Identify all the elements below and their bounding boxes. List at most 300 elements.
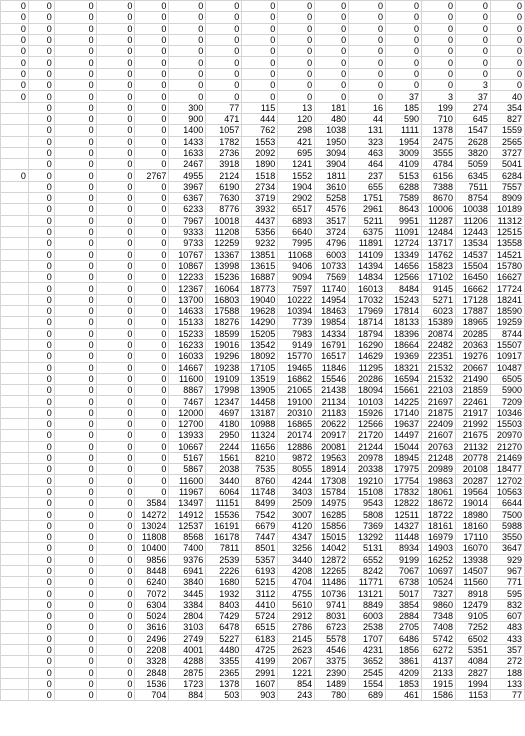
sheet-cell[interactable]: 15233 (169, 328, 206, 339)
sheet-cell[interactable]: 17969 (349, 306, 386, 317)
sheet-cell[interactable]: 0 (54, 441, 96, 452)
sheet-cell[interactable]: 11846 (315, 362, 349, 373)
sheet-cell[interactable]: 0 (135, 272, 169, 283)
sheet-cell[interactable]: 21490 (455, 373, 490, 384)
sheet-cell[interactable]: 10733 (315, 260, 349, 271)
sheet-cell[interactable]: 0 (315, 23, 349, 34)
sheet-cell[interactable]: 0 (54, 373, 96, 384)
sheet-cell[interactable]: 0 (54, 272, 96, 283)
sheet-cell[interactable] (1, 633, 29, 644)
sheet-cell[interactable]: 2902 (278, 193, 315, 204)
sheet-cell[interactable]: 0 (490, 57, 524, 68)
sheet-cell[interactable]: 0 (28, 373, 54, 384)
sheet-cell[interactable]: 2496 (135, 633, 169, 644)
sheet-cell[interactable]: 5167 (169, 452, 206, 463)
sheet-cell[interactable]: 13905 (242, 385, 278, 396)
sheet-cell[interactable]: 2623 (278, 644, 315, 655)
sheet-cell[interactable]: 1221 (278, 667, 315, 678)
sheet-cell[interactable]: 17102 (422, 272, 456, 283)
sheet-cell[interactable]: 0 (349, 46, 386, 57)
sheet-cell[interactable]: 8484 (386, 283, 422, 294)
sheet-cell[interactable] (1, 430, 29, 441)
sheet-cell[interactable]: 1932 (206, 588, 242, 599)
sheet-cell[interactable]: 20667 (455, 362, 490, 373)
sheet-cell[interactable]: 0 (278, 34, 315, 45)
sheet-cell[interactable]: 0 (490, 12, 524, 23)
sheet-cell[interactable]: 884 (169, 690, 206, 701)
sheet-cell[interactable]: 0 (135, 113, 169, 124)
sheet-cell[interactable]: 8055 (278, 464, 315, 475)
sheet-cell[interactable]: 6679 (242, 520, 278, 531)
sheet-cell[interactable]: 19210 (349, 475, 386, 486)
sheet-cell[interactable]: 3403 (278, 486, 315, 497)
sheet-cell[interactable]: 0 (135, 351, 169, 362)
sheet-cell[interactable]: 0 (96, 520, 135, 531)
sheet-cell[interactable]: 6288 (386, 181, 422, 192)
sheet-cell[interactable] (1, 351, 29, 362)
sheet-cell[interactable]: 0 (135, 362, 169, 373)
sheet-cell[interactable]: 4084 (455, 656, 490, 667)
sheet-cell[interactable]: 21065 (278, 385, 315, 396)
sheet-cell[interactable]: 3854 (386, 599, 422, 610)
sheet-cell[interactable]: 2539 (206, 554, 242, 565)
sheet-cell[interactable]: 1559 (490, 125, 524, 136)
sheet-cell[interactable]: 0 (54, 396, 96, 407)
sheet-cell[interactable]: 0 (206, 46, 242, 57)
sheet-cell[interactable]: 0 (206, 91, 242, 102)
sheet-cell[interactable]: 0 (1, 23, 29, 34)
sheet-cell[interactable]: 0 (28, 159, 54, 170)
sheet-cell[interactable]: 11560 (455, 577, 490, 588)
sheet-cell[interactable]: 0 (422, 80, 456, 91)
sheet-cell[interactable]: 0 (96, 452, 135, 463)
sheet-cell[interactable]: 20286 (349, 373, 386, 384)
sheet-cell[interactable]: 0 (422, 46, 456, 57)
sheet-cell[interactable]: 14225 (386, 396, 422, 407)
sheet-cell[interactable]: 11600 (169, 475, 206, 486)
sheet-cell[interactable]: 8403 (206, 599, 242, 610)
sheet-cell[interactable]: 15784 (315, 486, 349, 497)
sheet-cell[interactable]: 8934 (386, 543, 422, 554)
sheet-cell[interactable]: 0 (490, 23, 524, 34)
sheet-cell[interactable]: 0 (135, 80, 169, 91)
sheet-cell[interactable]: 19259 (490, 317, 524, 328)
sheet-cell[interactable]: 20978 (349, 452, 386, 463)
sheet-cell[interactable]: 0 (96, 531, 135, 542)
sheet-cell[interactable]: 2736 (206, 147, 242, 158)
sheet-cell[interactable]: 0 (135, 407, 169, 418)
sheet-cell[interactable]: 0 (349, 1, 386, 12)
sheet-cell[interactable]: 7500 (490, 509, 524, 520)
sheet-cell[interactable]: 2092 (242, 147, 278, 158)
sheet-cell[interactable]: 595 (490, 588, 524, 599)
sheet-cell[interactable]: 16791 (315, 339, 349, 350)
sheet-cell[interactable]: 16013 (349, 283, 386, 294)
sheet-cell[interactable]: 0 (96, 306, 135, 317)
sheet-cell[interactable]: 1433 (169, 136, 206, 147)
sheet-cell[interactable]: 0 (96, 622, 135, 633)
sheet-cell[interactable]: 14656 (386, 260, 422, 271)
sheet-cell[interactable]: 0 (54, 204, 96, 215)
sheet-cell[interactable] (1, 283, 29, 294)
sheet-cell[interactable]: 7327 (422, 588, 456, 599)
sheet-cell[interactable]: 16064 (206, 283, 242, 294)
sheet-cell[interactable]: 2208 (135, 644, 169, 655)
sheet-cell[interactable]: 0 (54, 452, 96, 463)
sheet-cell[interactable]: 6304 (135, 599, 169, 610)
sheet-cell[interactable]: 21244 (349, 441, 386, 452)
sheet-cell[interactable]: 20285 (455, 328, 490, 339)
sheet-cell[interactable]: 21697 (422, 396, 456, 407)
sheet-cell[interactable]: 15770 (278, 351, 315, 362)
sheet-cell[interactable] (1, 418, 29, 429)
sheet-cell[interactable]: 0 (206, 1, 242, 12)
sheet-cell[interactable]: 13 (278, 102, 315, 113)
sheet-cell[interactable]: 19637 (386, 418, 422, 429)
sheet-cell[interactable]: 0 (28, 656, 54, 667)
sheet-cell[interactable]: 10667 (169, 441, 206, 452)
sheet-cell[interactable]: 2991 (242, 667, 278, 678)
sheet-cell[interactable]: 0 (96, 238, 135, 249)
sheet-cell[interactable]: 8210 (242, 452, 278, 463)
sheet-cell[interactable]: 20763 (422, 441, 456, 452)
sheet-cell[interactable]: 0 (96, 418, 135, 429)
sheet-cell[interactable]: 0 (135, 1, 169, 12)
sheet-cell[interactable]: 8744 (490, 328, 524, 339)
sheet-cell[interactable]: 4244 (278, 475, 315, 486)
sheet-cell[interactable]: 0 (169, 34, 206, 45)
sheet-cell[interactable]: 0 (54, 238, 96, 249)
sheet-cell[interactable]: 15661 (386, 385, 422, 396)
sheet-cell[interactable]: 0 (135, 452, 169, 463)
sheet-cell[interactable]: 0 (242, 80, 278, 91)
sheet-cell[interactable]: 4546 (315, 644, 349, 655)
sheet-cell[interactable]: 10524 (422, 577, 456, 588)
sheet-cell[interactable]: 0 (349, 57, 386, 68)
sheet-cell[interactable]: 19369 (386, 351, 422, 362)
sheet-cell[interactable]: 0 (54, 577, 96, 588)
sheet-cell[interactable]: 15044 (386, 441, 422, 452)
sheet-cell[interactable]: 0 (135, 91, 169, 102)
sheet-cell[interactable]: 7542 (242, 509, 278, 520)
sheet-cell[interactable]: 3610 (315, 181, 349, 192)
sheet-cell[interactable]: 4180 (206, 418, 242, 429)
sheet-cell[interactable]: 0 (1, 57, 29, 68)
sheet-cell[interactable]: 5258 (315, 193, 349, 204)
sheet-cell[interactable]: 607 (490, 611, 524, 622)
sheet-cell[interactable]: 1856 (386, 644, 422, 655)
sheet-cell[interactable]: 11312 (490, 215, 524, 226)
sheet-cell[interactable]: 0 (28, 193, 54, 204)
sheet-cell[interactable]: 6003 (349, 611, 386, 622)
sheet-cell[interactable]: 0 (54, 407, 96, 418)
sheet-cell[interactable]: 18161 (422, 520, 456, 531)
sheet-cell[interactable]: 7630 (206, 193, 242, 204)
sheet-cell[interactable]: 4199 (242, 656, 278, 667)
sheet-cell[interactable]: 12566 (386, 272, 422, 283)
sheet-cell[interactable]: 19854 (315, 317, 349, 328)
sheet-cell[interactable]: 0 (490, 1, 524, 12)
sheet-cell[interactable]: 16252 (422, 554, 456, 565)
sheet-cell[interactable]: 0 (28, 1, 54, 12)
sheet-cell[interactable]: 3967 (169, 181, 206, 192)
sheet-cell[interactable]: 0 (169, 91, 206, 102)
sheet-cell[interactable]: 0 (242, 46, 278, 57)
sheet-cell[interactable]: 0 (455, 12, 490, 23)
sheet-cell[interactable]: 2467 (169, 159, 206, 170)
sheet-cell[interactable]: 0 (135, 68, 169, 79)
sheet-cell[interactable]: 12443 (455, 226, 490, 237)
sheet-cell[interactable]: 7209 (490, 396, 524, 407)
sheet-cell[interactable]: 0 (96, 656, 135, 667)
sheet-cell[interactable]: 18321 (386, 362, 422, 373)
sheet-cell[interactable]: 0 (28, 667, 54, 678)
sheet-cell[interactable]: 15389 (422, 317, 456, 328)
sheet-cell[interactable]: 12886 (278, 441, 315, 452)
sheet-cell[interactable]: 12724 (386, 238, 422, 249)
sheet-cell[interactable]: 8849 (349, 599, 386, 610)
sheet-cell[interactable]: 0 (54, 249, 96, 260)
sheet-cell[interactable]: 18463 (315, 306, 349, 317)
sheet-cell[interactable]: 2067 (278, 656, 315, 667)
sheet-cell[interactable] (1, 690, 29, 701)
sheet-cell[interactable]: 0 (96, 498, 135, 509)
sheet-cell[interactable]: 0 (1, 34, 29, 45)
sheet-cell[interactable]: 0 (28, 294, 54, 305)
sheet-cell[interactable]: 0 (28, 260, 54, 271)
sheet-cell[interactable]: 0 (54, 159, 96, 170)
sheet-cell[interactable]: 0 (28, 125, 54, 136)
sheet-cell[interactable]: 1518 (242, 170, 278, 181)
sheet-cell[interactable]: 0 (455, 57, 490, 68)
sheet-cell[interactable]: 2875 (169, 667, 206, 678)
sheet-cell[interactable]: 4109 (386, 159, 422, 170)
sheet-cell[interactable]: 0 (28, 283, 54, 294)
sheet-cell[interactable]: 0 (28, 498, 54, 509)
sheet-cell[interactable]: 0 (349, 23, 386, 34)
sheet-cell[interactable]: 4725 (242, 644, 278, 655)
sheet-cell[interactable]: 0 (54, 226, 96, 237)
sheet-cell[interactable]: 6644 (490, 498, 524, 509)
sheet-cell[interactable]: 6738 (386, 577, 422, 588)
sheet-cell[interactable]: 1400 (169, 125, 206, 136)
sheet-cell[interactable]: 0 (28, 136, 54, 147)
sheet-cell[interactable]: 7589 (386, 193, 422, 204)
sheet-cell[interactable]: 37 (386, 91, 422, 102)
sheet-cell[interactable]: 188 (490, 667, 524, 678)
sheet-cell[interactable]: 9105 (455, 611, 490, 622)
sheet-cell[interactable]: 237 (349, 170, 386, 181)
sheet-cell[interactable]: 0 (96, 554, 135, 565)
sheet-cell[interactable]: 1489 (315, 678, 349, 689)
sheet-cell[interactable]: 0 (54, 611, 96, 622)
sheet-cell[interactable]: 0 (28, 509, 54, 520)
sheet-cell[interactable]: 7597 (278, 283, 315, 294)
sheet-cell[interactable]: 0 (96, 509, 135, 520)
sheet-cell[interactable]: 7467 (169, 396, 206, 407)
sheet-cell[interactable]: 0 (315, 1, 349, 12)
sheet-cell[interactable]: 21469 (490, 452, 524, 463)
sheet-cell[interactable]: 463 (349, 147, 386, 158)
sheet-cell[interactable]: 20622 (315, 418, 349, 429)
sheet-cell[interactable]: 0 (54, 520, 96, 531)
sheet-cell[interactable]: 1586 (422, 690, 456, 701)
sheet-cell[interactable] (1, 125, 29, 136)
sheet-cell[interactable]: 0 (135, 102, 169, 113)
sheet-cell[interactable]: 2705 (386, 622, 422, 633)
sheet-cell[interactable]: 0 (54, 667, 96, 678)
sheet-cell[interactable]: 0 (28, 57, 54, 68)
sheet-cell[interactable]: 10018 (206, 215, 242, 226)
sheet-cell[interactable]: 6284 (490, 170, 524, 181)
sheet-cell[interactable]: 0 (28, 215, 54, 226)
sheet-cell[interactable]: 433 (490, 633, 524, 644)
sheet-cell[interactable]: 5742 (422, 633, 456, 644)
sheet-cell[interactable]: 0 (54, 599, 96, 610)
sheet-cell[interactable]: 0 (386, 1, 422, 12)
sheet-cell[interactable]: 0 (54, 543, 96, 554)
sheet-cell[interactable]: 0 (96, 283, 135, 294)
sheet-cell[interactable]: 2565 (490, 136, 524, 147)
sheet-cell[interactable]: 0 (315, 34, 349, 45)
sheet-cell[interactable]: 6345 (455, 170, 490, 181)
sheet-cell[interactable]: 1904 (278, 181, 315, 192)
sheet-cell[interactable]: 21532 (422, 373, 456, 384)
sheet-cell[interactable]: 6502 (455, 633, 490, 644)
sheet-cell[interactable]: 0 (28, 644, 54, 655)
sheet-cell[interactable] (1, 599, 29, 610)
sheet-cell[interactable]: 21607 (422, 430, 456, 441)
sheet-cell[interactable]: 655 (349, 181, 386, 192)
sheet-cell[interactable]: 2509 (278, 498, 315, 509)
sheet-cell[interactable]: 77 (490, 690, 524, 701)
sheet-cell[interactable]: 0 (242, 1, 278, 12)
sheet-cell[interactable]: 6003 (315, 249, 349, 260)
sheet-cell[interactable] (1, 260, 29, 271)
sheet-cell[interactable]: 0 (54, 633, 96, 644)
sheet-cell[interactable]: 1782 (206, 136, 242, 147)
sheet-cell[interactable]: 6240 (135, 577, 169, 588)
sheet-cell[interactable]: 18914 (315, 464, 349, 475)
sheet-cell[interactable]: 12511 (386, 509, 422, 520)
sheet-cell[interactable]: 0 (96, 486, 135, 497)
sheet-cell[interactable]: 2475 (422, 136, 456, 147)
sheet-cell[interactable]: 1153 (455, 690, 490, 701)
sheet-cell[interactable]: 16233 (169, 339, 206, 350)
sheet-cell[interactable]: 0 (54, 554, 96, 565)
sheet-cell[interactable]: 1561 (206, 452, 242, 463)
sheet-cell[interactable]: 2226 (206, 565, 242, 576)
sheet-cell[interactable]: 0 (96, 690, 135, 701)
sheet-cell[interactable]: 0 (96, 272, 135, 283)
sheet-cell[interactable]: 9741 (315, 599, 349, 610)
sheet-cell[interactable]: 0 (135, 260, 169, 271)
sheet-cell[interactable]: 0 (96, 543, 135, 554)
sheet-cell[interactable]: 3384 (169, 599, 206, 610)
sheet-cell[interactable]: 0 (206, 12, 242, 23)
sheet-cell[interactable]: 7400 (169, 543, 206, 554)
sheet-cell[interactable]: 1536 (135, 678, 169, 689)
sheet-cell[interactable]: 19016 (206, 339, 242, 350)
sheet-cell[interactable]: 8918 (455, 588, 490, 599)
sheet-cell[interactable]: 14507 (455, 565, 490, 576)
sheet-cell[interactable]: 10006 (422, 204, 456, 215)
sheet-cell[interactable]: 0 (54, 565, 96, 576)
sheet-cell[interactable]: 3328 (135, 656, 169, 667)
sheet-cell[interactable]: 9951 (386, 215, 422, 226)
sheet-cell[interactable]: 7811 (206, 543, 242, 554)
sheet-cell[interactable]: 8568 (169, 531, 206, 542)
sheet-cell[interactable]: 0 (54, 215, 96, 226)
sheet-cell[interactable] (1, 667, 29, 678)
sheet-cell[interactable]: 0 (28, 452, 54, 463)
sheet-cell[interactable]: 0 (96, 113, 135, 124)
sheet-cell[interactable]: 13519 (242, 373, 278, 384)
sheet-cell[interactable]: 17754 (386, 475, 422, 486)
sheet-cell[interactable]: 0 (96, 611, 135, 622)
sheet-cell[interactable]: 2538 (349, 622, 386, 633)
sheet-cell[interactable]: 0 (96, 260, 135, 271)
sheet-cell[interactable]: 9872 (278, 452, 315, 463)
sheet-cell[interactable]: 0 (349, 80, 386, 91)
sheet-cell[interactable]: 20989 (422, 464, 456, 475)
sheet-cell[interactable]: 0 (169, 68, 206, 79)
sheet-cell[interactable]: 0 (96, 339, 135, 350)
sheet-cell[interactable]: 16450 (455, 272, 490, 283)
sheet-cell[interactable] (1, 565, 29, 576)
sheet-cell[interactable]: 13998 (206, 260, 242, 271)
sheet-cell[interactable]: 10394 (278, 306, 315, 317)
sheet-cell[interactable]: 13367 (206, 249, 242, 260)
sheet-cell[interactable]: 929 (490, 554, 524, 565)
sheet-cell[interactable]: 11324 (242, 430, 278, 441)
sheet-cell[interactable]: 6193 (242, 565, 278, 576)
sheet-cell[interactable]: 13534 (455, 238, 490, 249)
sheet-cell[interactable]: 6064 (206, 486, 242, 497)
sheet-cell[interactable]: 0 (96, 362, 135, 373)
sheet-cell[interactable]: 11448 (386, 531, 422, 542)
sheet-cell[interactable]: 3724 (315, 226, 349, 237)
sheet-cell[interactable]: 10697 (422, 565, 456, 576)
sheet-cell[interactable]: 0 (455, 68, 490, 79)
sheet-cell[interactable]: 7535 (242, 464, 278, 475)
sheet-cell[interactable]: 5131 (349, 543, 386, 554)
sheet-cell[interactable]: 471 (206, 113, 242, 124)
sheet-cell[interactable]: 854 (278, 678, 315, 689)
sheet-cell[interactable]: 0 (54, 193, 96, 204)
sheet-cell[interactable]: 0 (135, 204, 169, 215)
sheet-cell[interactable]: 5153 (386, 170, 422, 181)
sheet-cell[interactable]: 77 (206, 102, 242, 113)
sheet-cell[interactable]: 3094 (315, 147, 349, 158)
sheet-cell[interactable]: 1915 (422, 678, 456, 689)
sheet-cell[interactable]: 0 (135, 294, 169, 305)
sheet-cell[interactable]: 14834 (349, 272, 386, 283)
sheet-cell[interactable]: 7739 (278, 317, 315, 328)
sheet-cell[interactable]: 5356 (242, 226, 278, 237)
sheet-cell[interactable]: 9333 (169, 226, 206, 237)
sheet-cell[interactable]: 14912 (169, 509, 206, 520)
sheet-cell[interactable]: 0 (28, 46, 54, 57)
sheet-cell[interactable]: 14497 (386, 430, 422, 441)
sheet-cell[interactable]: 0 (278, 91, 315, 102)
sheet-cell[interactable]: 12515 (490, 226, 524, 237)
sheet-cell[interactable]: 4697 (206, 407, 242, 418)
sheet-cell[interactable]: 0 (315, 46, 349, 57)
sheet-cell[interactable]: 10400 (135, 543, 169, 554)
sheet-cell[interactable]: 0 (54, 498, 96, 509)
sheet-cell[interactable]: 8242 (349, 565, 386, 576)
